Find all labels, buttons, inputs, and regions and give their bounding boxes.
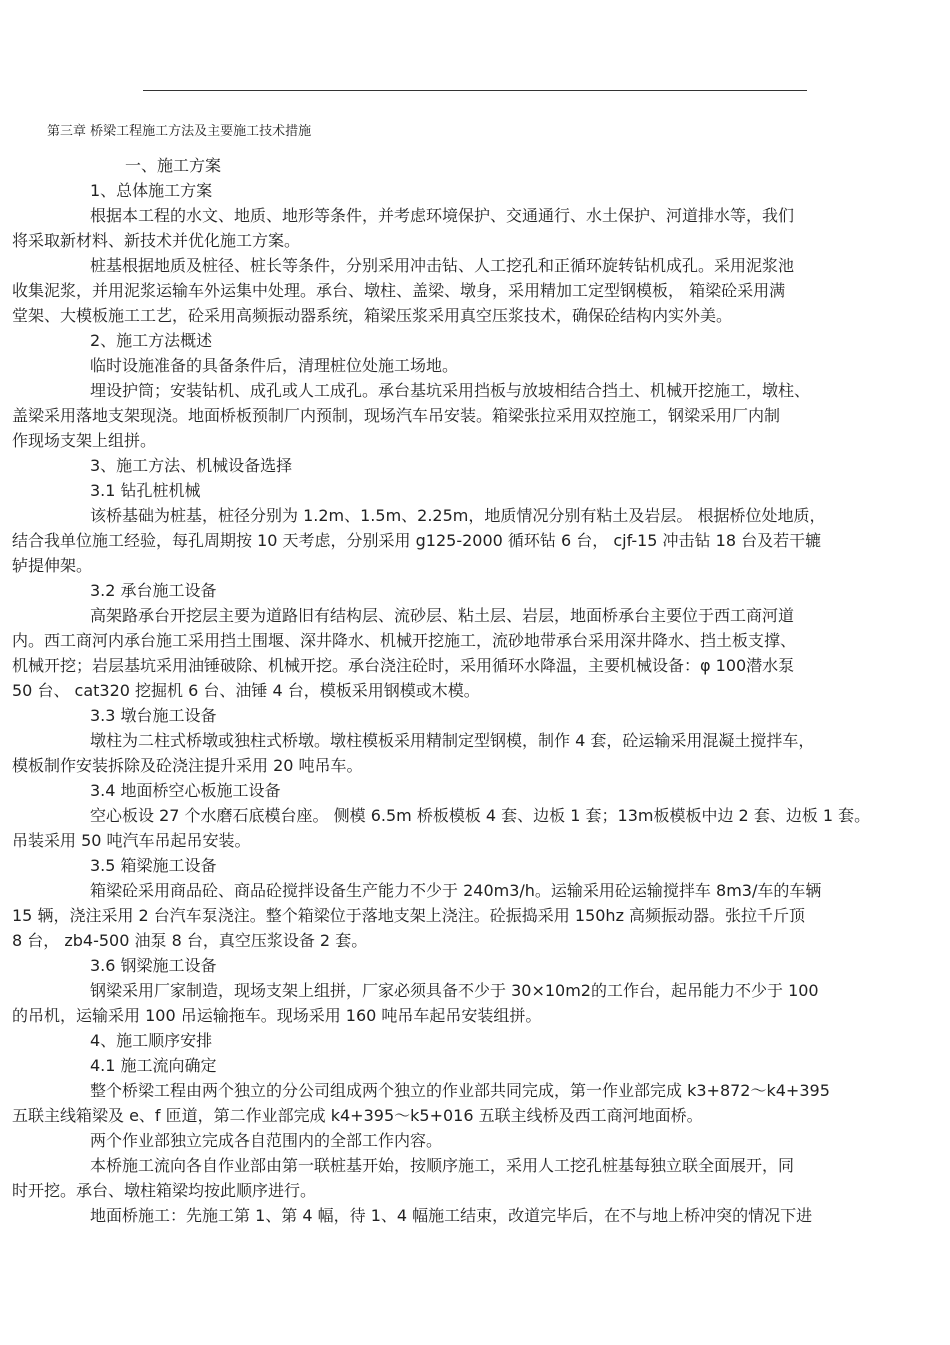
paragraph-line: 吊装采用 50 吨汽车吊起吊安装。 [12,831,251,850]
paragraph-line: 空心板设 27 个水磨石底模台座。 侧模 6.5m 桥板模板 4 套、边板 1 套；13m板模板中边 2 套、边板 1 套。 [90,806,871,825]
subsection-heading: 2、施工方法概述 [90,331,213,350]
paragraph-line: 本桥施工流向各自作业部由第一联桩基开始，按顺序施工，采用人工挖孔桩基每独立联全面展开，同 [90,1156,795,1175]
paragraph-line: 内。西工商河内承台施工采用挡土围堰、深井降水、机械开挖施工，流砂地带承台采用深井降水、挡土板支撑、 [12,631,797,650]
paragraph-line: 15 辆，浇注采用 2 台汽车泵浇注。整个箱梁位于落地支架上浇注。砼振捣采用 150hz 高频振动器。张拉千斤顶 [12,906,806,925]
paragraph-line: 根据本工程的水文、地质、地形等条件，并考虑环境保护、交通通行、水土保护、河道排水等，我们 [90,206,795,225]
paragraph-line: 整个桥梁工程由两个独立的分公司组成两个独立的作业部共同完成，第一作业部完成 k3+872～k4+395 [90,1081,830,1100]
subsection-heading: 4、施工顺序安排 [90,1031,213,1050]
paragraph-line: 机械开挖；岩层基坑采用油锤破除、机械开挖。承台浇注砼时，采用循环水降温，主要机械设备：φ 100潜水泵 [12,656,795,675]
paragraph-line: 盖梁采用落地支架现浇。地面桥板预制厂内预制，现场汽车吊安装。箱梁张拉采用双控施工，钢梁采用厂内制 [12,406,781,425]
paragraph-line: 该桥基础为桩基，桩径分别为 1.2m、1.5m、2.25m，地质情况分别有粘土及岩层。 根据桥位处地质， [90,506,826,525]
subsection-heading: 3.2 承台施工设备 [90,581,217,600]
subsection-heading: 3.6 钢梁施工设备 [90,956,217,975]
subsection-heading: 3.1 钻孔桩机械 [90,481,201,500]
paragraph-line: 钢梁采用厂家制造，现场支架上组拼，厂家必须具备不少于 30×10m2的工作台，起吊能力不少于 100 [90,981,819,1000]
paragraph-line: 收集泥浆，并用泥浆运输车外运集中处理。承台、墩柱、盖梁、墩身，采用精加工定型钢模板， 箱梁砼采用满 [12,281,786,300]
chapter-title: 第三章 桥梁工程施工方法及主要施工技术措施 [47,124,312,139]
paragraph-line: 的吊机，运输采用 100 吊运输拖车。现场采用 160 吨吊车起吊安装组拼。 [12,1006,542,1025]
paragraph-line: 8 台， zb4-500 油泵 8 台，真空压浆设备 2 套。 [12,931,368,950]
paragraph-line: 五联主线箱梁及 e、f 匝道，第二作业部完成 k4+395～k5+016 五联主线桥及西工商河地面桥。 [12,1106,703,1125]
subsection-heading: 3.4 地面桥空心板施工设备 [90,781,281,800]
section-heading: 一、施工方案 [125,156,222,175]
paragraph-line: 时开挖。承台、墩柱箱梁均按此顺序进行。 [12,1181,317,1200]
paragraph-line: 堂架、大模板施工工艺，砼采用高频振动器系统，箱梁压浆采用真空压浆技术，确保砼结构内实外美。 [12,306,733,325]
paragraph-line: 作现场支架上组拼。 [12,431,157,450]
paragraph-line: 轳提伸架。 [12,556,93,575]
subsection-heading: 1、总体施工方案 [90,181,213,200]
paragraph-line: 两个作业部独立完成各自范围内的全部工作内容。 [90,1131,443,1150]
paragraph-line: 模板制作安装拆除及砼浇注提升采用 20 吨吊车。 [12,756,363,775]
subsection-heading: 3.5 箱梁施工设备 [90,856,217,875]
paragraph-line: 地面桥施工：先施工第 1、第 4 幅，待 1、4 幅施工结束，改道完毕后，在不与地上桥冲突的情况下进 [90,1206,813,1225]
paragraph-line: 临时设施准备的具备条件后，清理桩位处施工场地。 [90,356,459,375]
paragraph-line: 墩柱为二柱式桥墩或独柱式桥墩。墩柱模板采用精制定型钢模，制作 4 套，砼运输采用混凝土搅拌车， [90,731,815,750]
paragraph-line: 箱梁砼采用商品砼、商品砼搅拌设备生产能力不少于 240m3/h。运输采用砼运输搅拌车 8m3/车的车辆 [90,881,822,900]
paragraph-line: 埋设护筒；安装钻机、成孔或人工成孔。承台基坑采用挡板与放坡相结合挡土、机械开挖施工，墩柱、 [90,381,811,400]
paragraph-line: 50 台、 cat320 挖掘机 6 台、油锤 4 台，模板采用钢模或木模。 [12,681,480,700]
paragraph-line: 桩基根据地质及桩径、桩长等条件，分别采用冲击钻、人工挖孔和正循环旋转钻机成孔。采用泥浆池 [90,256,795,275]
subsection-heading: 3.3 墩台施工设备 [90,706,217,725]
subsection-heading: 4.1 施工流向确定 [90,1056,217,1075]
header-rule [143,90,807,91]
paragraph-line: 高架路承台开挖层主要为道路旧有结构层、流砂层、粘土层、岩层，地面桥承台主要位于西工商河道 [90,606,795,625]
subsection-heading: 3、施工方法、机械设备选择 [90,456,293,475]
paragraph-line: 结合我单位施工经验，每孔周期按 10 天考虑，分别采用 g125-2000 循环钻 6 台， cjf-15 冲击钻 18 台及若干辘 [12,531,822,550]
paragraph-line: 将采取新材料、新技术并优化施工方案。 [12,231,301,250]
